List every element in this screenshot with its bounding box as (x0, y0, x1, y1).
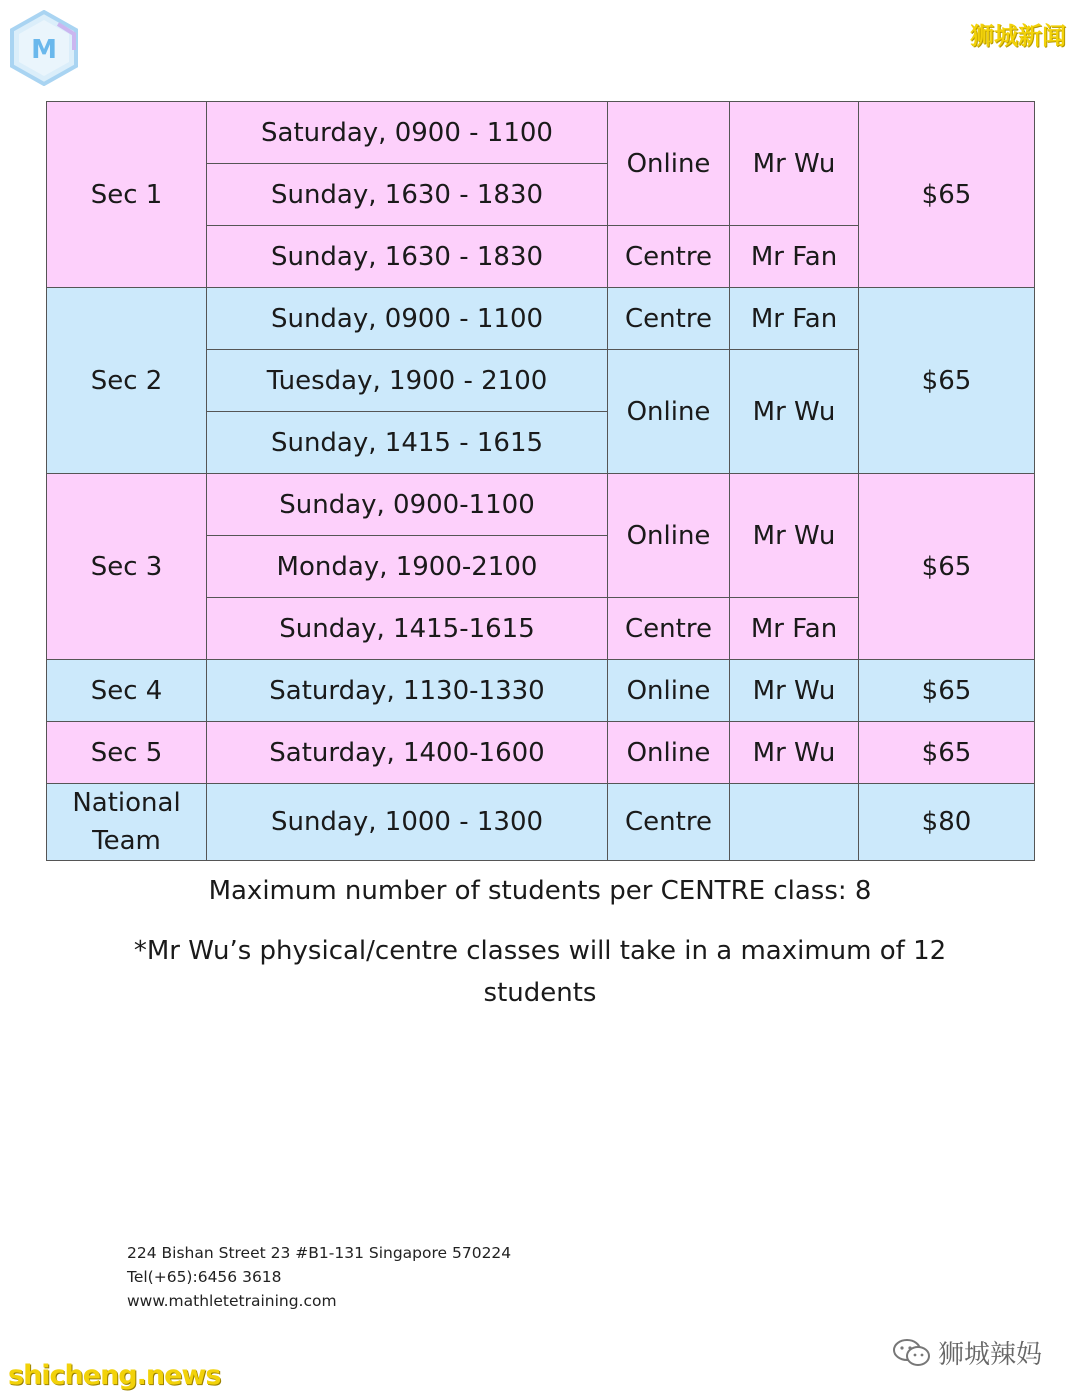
mode-cell: Online (608, 102, 730, 226)
fee-cell: $65 (859, 660, 1035, 722)
time-cell: Monday, 1900-2100 (207, 536, 608, 598)
level-cell: Sec 3 (47, 474, 207, 660)
watermark-text: 狮城辣妈 (938, 1340, 1043, 1370)
mathlete-logo (8, 10, 80, 86)
class-schedule-table (46, 101, 1035, 861)
table-row (47, 474, 1035, 536)
teacher-cell: Mr Fan (730, 598, 859, 660)
teacher-cell (730, 784, 859, 861)
mr-wu-note: *Mr Wu’s physical/centre classes will take in a maximum of 12 students (133, 936, 947, 1008)
wechat-icon (892, 1338, 932, 1368)
time-cell: Sunday, 1415 - 1615 (207, 412, 608, 474)
level-cell: Sec 2 (47, 288, 207, 474)
watermark-top-right: 狮城新闻 (970, 22, 1066, 50)
address-text: 224 Bishan Street 23 #B1-131 Singapore 570224 (127, 1244, 512, 1262)
time-cell: Sunday, 1000 - 1300 (207, 784, 608, 861)
time-cell: Saturday, 1130-1330 (207, 660, 608, 722)
contact-block (127, 1241, 511, 1313)
teacher-cell: Mr Wu (730, 350, 859, 474)
mode-cell: Online (608, 660, 730, 722)
level-cell (47, 784, 207, 861)
teacher-cell: Mr Wu (730, 102, 859, 226)
time-cell: Sunday, 1630 - 1830 (207, 226, 608, 288)
time-cell: Saturday, 1400-1600 (207, 722, 608, 784)
watermark-bottom-right (892, 1334, 1042, 1371)
mode-cell: Online (608, 722, 730, 784)
mode-cell: Centre (608, 288, 730, 350)
time-cell: Sunday, 0900 - 1100 (207, 288, 608, 350)
level-cell: Sec 1 (47, 102, 207, 288)
level-cell: Sec 4 (47, 660, 207, 722)
level-line: National (72, 788, 181, 818)
time-cell: Sunday, 1630 - 1830 (207, 164, 608, 226)
level-cell: Sec 5 (47, 722, 207, 784)
fee-cell: $80 (859, 784, 1035, 861)
mode-cell: Centre (608, 226, 730, 288)
time-cell: Saturday, 0900 - 1100 (207, 102, 608, 164)
teacher-cell: Mr Fan (730, 288, 859, 350)
table-row (47, 288, 1035, 350)
tel-text: Tel(+65):6456 3618 (127, 1268, 282, 1286)
website-link: www.mathletetraining.com (127, 1292, 337, 1310)
max-centre-note: Maximum number of students per CENTRE class: 8 (208, 876, 872, 906)
fee-cell: $65 (859, 474, 1035, 660)
teacher-cell: Mr Wu (730, 660, 859, 722)
time-cell: Sunday, 0900-1100 (207, 474, 608, 536)
table-row (47, 660, 1035, 722)
time-cell: Tuesday, 1900 - 2100 (207, 350, 608, 412)
level-line: Team (92, 826, 161, 856)
fee-cell: $65 (859, 722, 1035, 784)
fee-cell: $65 (859, 102, 1035, 288)
mode-cell: Online (608, 474, 730, 598)
svg-text:M: M (31, 35, 57, 65)
teacher-cell: Mr Wu (730, 474, 859, 598)
table-row (47, 102, 1035, 164)
fee-cell: $65 (859, 288, 1035, 474)
teacher-cell: Mr Fan (730, 226, 859, 288)
table-row (47, 722, 1035, 784)
watermark-bottom-left: shicheng.news (8, 1360, 221, 1391)
mode-cell: Centre (608, 784, 730, 861)
mode-cell: Online (608, 350, 730, 474)
time-cell: Sunday, 1415-1615 (207, 598, 608, 660)
teacher-cell: Mr Wu (730, 722, 859, 784)
table-row (47, 784, 1035, 861)
mode-cell: Centre (608, 598, 730, 660)
